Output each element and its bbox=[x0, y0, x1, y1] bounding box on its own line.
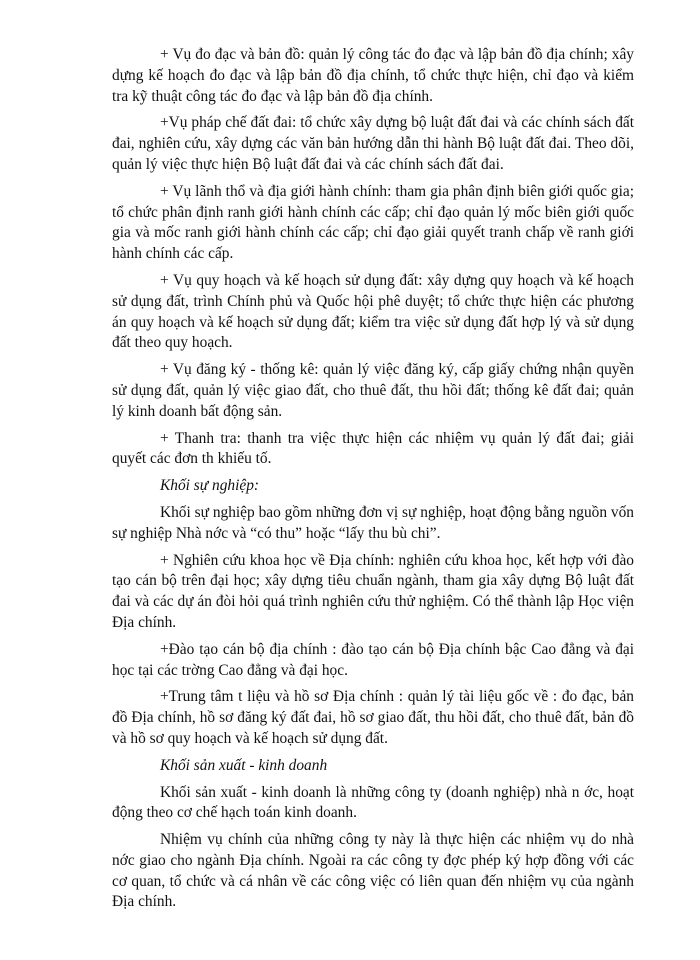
paragraph-vu-quy-hoach: + Vụ quy hoạch và kế hoạch sử dụng đất: xây dựng quy hoạch và kế hoạch sử dụng đất, trình Chính phủ và Quốc hội phê duyệt; tổ chức thực hiện các phương án quy hoạch và kế hoạch sử dụng đất; kiểm tra việc sử dụng đất hợp lý và sử dụng đất theo quy hoạch. bbox=[112, 271, 634, 352]
document-body bbox=[112, 45, 634, 919]
paragraph-khoi-san-xuat-intro: Khối sản xuất - kinh doanh là những công ty (doanh nghiệp) nhà n ớc, hoạt động theo cơ chế hạch toán kinh doanh. bbox=[112, 783, 634, 822]
paragraph-thanh-tra: + Thanh tra: thanh tra việc thực hiện các nhiệm vụ quản lý đất đai; giải quyết các đơn th khiếu tố. bbox=[112, 429, 634, 468]
paragraph-vu-do-dac: + Vụ đo đạc và bản đồ: quản lý công tác đo đạc và lập bản đồ địa chính; xây dựng kế hoạch đo đạc và lập bản đồ địa chính, tổ chức thực hiện, chỉ đạo và kiểm tra kỹ thuật công tác đo đạc và lập bản đồ địa chính. bbox=[112, 46, 634, 105]
paragraph-vu-phap-che: +Vụ pháp chế đất đai: tổ chức xây dựng bộ luật đất đai và các chính sách đất đai, nghiên cứu, xây dựng các văn bản hướng dẫn thi hành Bộ luật đất đai. Theo dõi, quản lý việc thực hiện Bộ luật đất đai và các chính sách đất đai. bbox=[112, 114, 634, 173]
paragraph-dao-tao: +Đào tạo cán bộ địa chính : đào tạo cán bộ Địa chính bậc Cao đẳng và đại học tại các trờng Cao đẳng và đại học. bbox=[112, 640, 634, 679]
paragraph-nhiem-vu: Nhiệm vụ chính của những công ty này là thực hiện các nhiệm vụ do nhà nớc giao cho ngành Địa chính. Ngoài ra các công ty đợc phép ký hợp đồng với các cơ quan, tổ chức và cá nhân về các công việc có liên quan đến nhiệm vụ của ngành Địa chính. bbox=[112, 831, 634, 911]
paragraph-trung-tam: +Trung tâm t liệu và hồ sơ Địa chính : quản lý tài liệu gốc về : đo đạc, bản đồ Địa chính, hồ sơ đăng ký đất đai, hồ sơ giao đất, thu hồi đất, cho thuê đất, bản đồ và hồ sơ quy hoạch và kế hoạch sử dụng đất. bbox=[112, 688, 634, 747]
section-heading-khoi-san-xuat: Khối sản xuất - kinh doanh bbox=[160, 756, 328, 774]
paragraph-vu-dang-ky: + Vụ đăng ký - thống kê: quản lý việc đăng ký, cấp giấy chứng nhận quyền sử dụng đất, quản lý việc giao đất, cho thuê đất, thu hồi đất; thống kê đất đai; quản lý kinh doanh bất động sản. bbox=[112, 361, 634, 420]
paragraph-nghien-cuu: + Nghiên cứu khoa học về Địa chính: nghiên cứu khoa học, kết hợp với đào tạo cán bộ trên đại học; xây dựng tiêu chuẩn ngành, tham gia xây dựng Bộ luật đất đai và các dự án đòi hỏi quá trình nghiên cứu thử nghiệm. Có thể thành lập Học viện Địa chính. bbox=[112, 551, 634, 631]
section-heading-khoi-su-nghiep: Khối sự nghiệp: bbox=[160, 477, 260, 495]
paragraph-vu-lanh-tho: + Vụ lãnh thổ và địa giới hành chính: tham gia phân định biên giới quốc gia; tổ chức phân định ranh giới hành chính các cấp; chỉ đạo quản lý mốc biên giới quốc gia và mốc ranh giới hành chính các cấp; chỉ đạo giải quyết tranh chấp về ranh giới hành chính các cấp. bbox=[112, 182, 634, 263]
paragraph-khoi-su-nghiep-intro: Khối sự nghiệp bao gồm những đơn vị sự nghiệp, hoạt động bằng nguồn vốn sự nghiệp Nhà nớc và “có thu” hoặc “lấy thu bù chi”. bbox=[112, 503, 634, 542]
